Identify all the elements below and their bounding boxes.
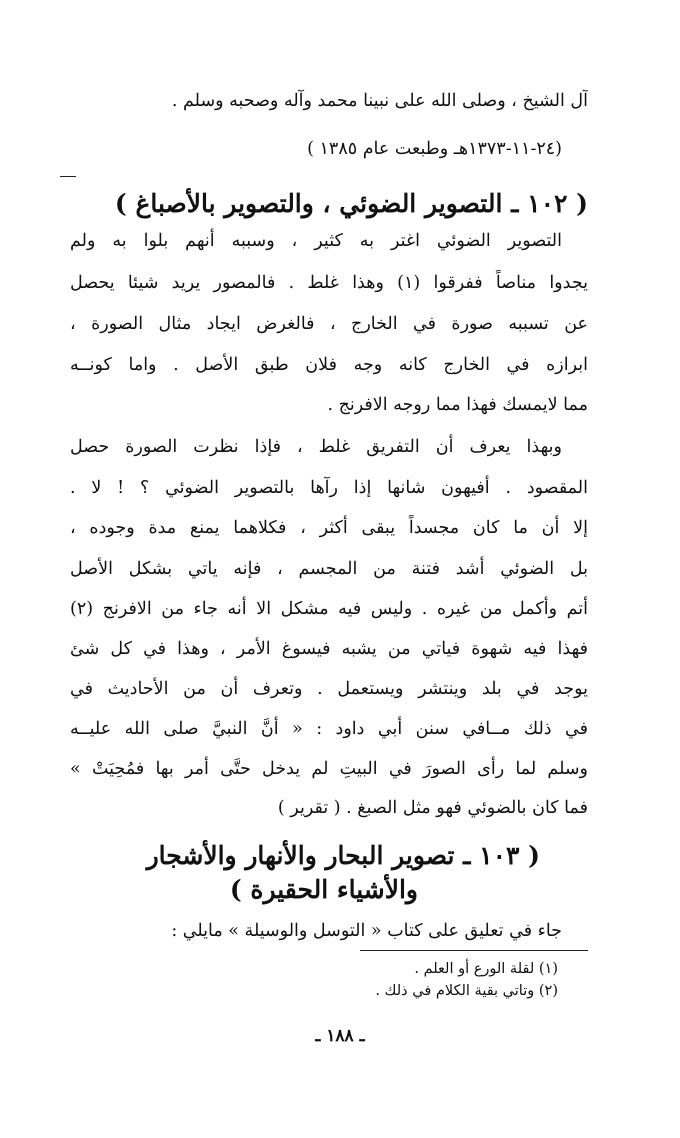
paragraph-line: التصوير الضوئي اغتر به كثير ، وسببه أنهم بلوا به ولم — [70, 231, 562, 251]
paragraph-line: وسلم لما رأى الصورَ في البيتِ لم يدخل حتَّى أمر بها فمُحِيَتْ » — [70, 759, 588, 779]
dash-mark — [60, 176, 76, 177]
footnote-rule — [360, 950, 588, 951]
text-line: آل الشيخ ، وصلى الله على نبينا محمد وآله وصحبه وسلم . — [171, 91, 588, 111]
intro-line: جاء في تعليق على كتاب « التوسل والوسيلة » مايلي : — [171, 921, 562, 941]
paragraph-line: إلا أن ما كان مجسداً يبقى أكثر ، فكلاهما يمنع مدة وجوده ، — [70, 518, 588, 538]
paragraph-line: في ذلك مــافي سنن أبي داود : « أنَّ النبيَّ صلى الله عليــه — [70, 719, 588, 739]
date-note: (٢٤-١١-١٣٧٣هـ وطبعت عام ١٣٨٥ ) — [307, 139, 562, 159]
footnote: (١) لقلة الورع أو العلم . — [414, 961, 558, 977]
paragraph-line: عن تسببه صورة في الخارج ، فالغرض ايجاد مثال الصورة ، — [70, 314, 588, 334]
section-heading-103-cont: والأشياء الحقيرة ) — [229, 875, 418, 904]
paragraph-line: ابرازه في الخارج كانه وجه فلان طبق الأصل . واما كونــه — [70, 355, 588, 375]
paragraph-line: يجدوا مناصاً ففرقوا (١) وهذا غلط . فالمصور يريد شيئا يحصل — [70, 273, 588, 293]
paragraph-line: فما كان بالضوئي فهو مثل الصبغ . ( تقرير ) — [277, 798, 588, 818]
paragraph-line: المقصود . أفيهون شانها إذا رآها بالتصوير الضوئي ؟ ! لا . — [70, 478, 588, 498]
paragraph-line: وبهذا يعرف أن التفريق غلط ، فإذا نظرت الصورة حصل — [70, 437, 562, 457]
paragraph-line: أتم وأكمل من غيره . وليس فيه مشكل الا أنه جاء من الافرنج (٢) — [70, 599, 588, 619]
page-number: ـ ١٨٨ ـ — [315, 1026, 365, 1046]
paragraph-line: يوجد في بلد وينتشر ويستعمل . وتعرف أن من الأحاديث في — [70, 679, 588, 699]
paragraph-line: فهذا فيه شهوة فياتي من يشبه فيسوغ الأمر ، وهذا في كل شئ — [70, 639, 588, 659]
footnote: (٢) وتاتي بقية الكلام في ذلك . — [375, 983, 558, 999]
section-heading-103: ( ١٠٣ ـ تصوير البحار والأنهار والأشجار — [146, 841, 540, 870]
section-heading-102: ( ١٠٢ ـ التصوير الضوئي ، والتصوير بالأصباغ ) — [114, 189, 588, 218]
paragraph-line: مما لايمسك فهذا مما روجه الافرنج . — [327, 395, 588, 415]
paragraph-line: بل الضوئي أشد فتنة من المجسم ، فإنه ياتي بشكل الأصل — [70, 559, 588, 579]
